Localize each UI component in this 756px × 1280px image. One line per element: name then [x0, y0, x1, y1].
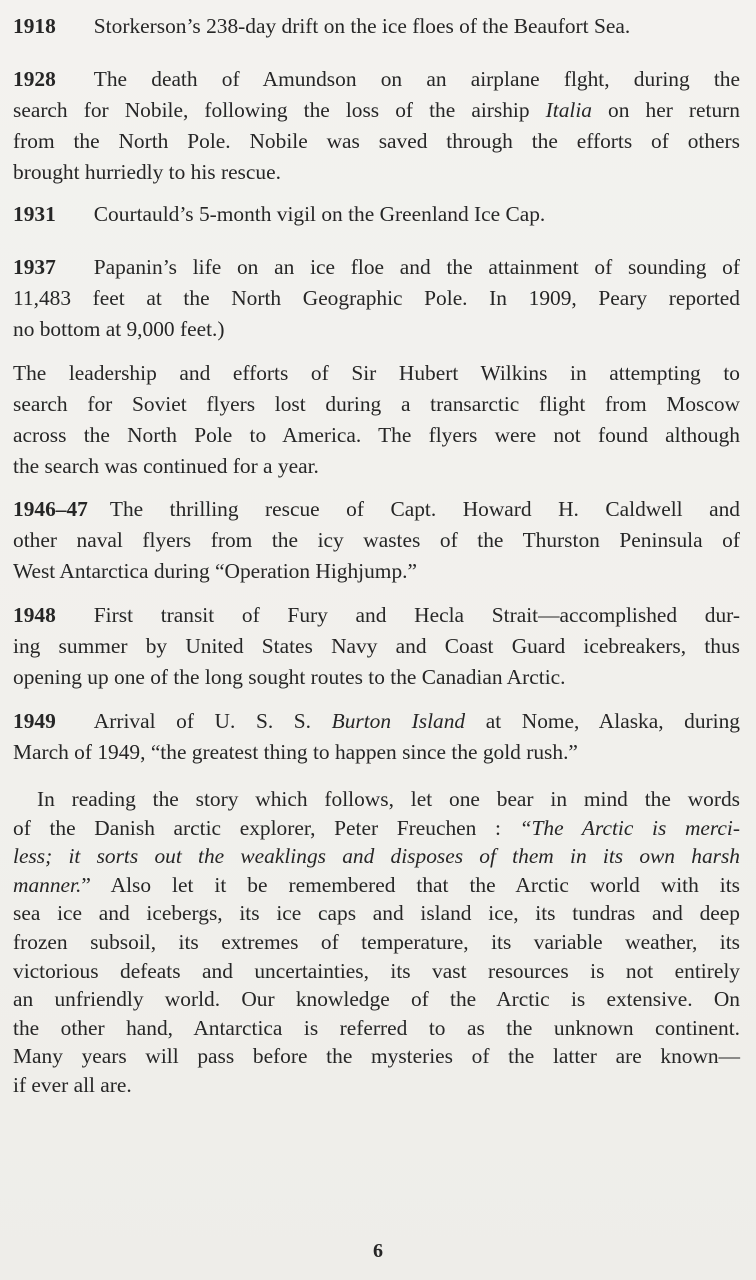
closing-line: victorious defeats and uncertainties, its vast resources is not entirely: [13, 958, 740, 983]
entry-text: search for Nobile, following the loss of the airship: [13, 98, 546, 122]
entry-line: opening up one of the long sought routes to the Canadian Arctic.: [13, 665, 566, 689]
freuchen-quote: manner.: [13, 872, 82, 897]
page-number: 6: [373, 1240, 383, 1262]
closing-text: ” Also let it be remembered that the Arctic world with its: [81, 872, 740, 897]
entry-text: at Nome, Alaska, during: [465, 709, 740, 733]
entry-year: 1928: [13, 67, 56, 91]
entry-line: [13, 199, 740, 230]
entry-line: [13, 64, 740, 95]
entry-line: search for Soviet flyers lost during a transarctic flight from Moscow: [13, 392, 740, 416]
entry-line: [13, 600, 740, 631]
entry-year: 1948: [13, 603, 56, 627]
entry-line: The leadership and efforts of Sir Hubert Wilkins in attempting to: [13, 361, 740, 385]
entry-text: Arrival of U. S. S.: [93, 709, 332, 733]
closing-line: if ever all are.: [13, 1072, 132, 1097]
entry-text: Storkerson’s 238-day drift on the ice floes of the Beaufort Sea.: [93, 14, 631, 38]
freuchen-quote: less; it sorts out the weaklings and disposes of them in its own harsh: [13, 844, 740, 869]
entry-year: 1918: [13, 14, 56, 38]
entry-text: Papanin’s life on an ice floe and the attainment of sounding of: [93, 255, 740, 279]
entry-line: no bottom at 9,000 feet.): [13, 317, 225, 341]
entry-1948: [13, 600, 740, 693]
entry-line: ing summer by United States Navy and Coast Guard icebreakers, thus: [13, 634, 740, 658]
entry-1918: [13, 11, 740, 42]
freuchen-quote: “The Arctic is merci-: [519, 815, 740, 840]
closing-line: [13, 814, 740, 843]
closing-line: the other hand, Antarctica is referred to as the unknown continent.: [13, 1015, 740, 1040]
entry-line: [13, 494, 740, 525]
closing-line: an unfriendly world. Our knowledge of the Arctic is extensive. On: [13, 987, 740, 1012]
entry-line: other naval flyers from the icy wastes of the Thurston Peninsula of: [13, 528, 740, 552]
entry-text: on her return: [591, 98, 740, 122]
entry-line: [13, 252, 740, 283]
entry-wilkins: [13, 358, 740, 482]
closing-line: [13, 871, 740, 900]
closing-line: Many years will pass before the mysteries of the latter are known—: [13, 1044, 740, 1069]
entry-text: The death of Amundson on an airplane flght, during the: [93, 67, 740, 91]
closing-line: In reading the story which follows, let one bear in mind the words: [37, 787, 740, 811]
entry-line: the search was continued for a year.: [13, 454, 319, 478]
entry-line: [13, 11, 740, 42]
entry-1946-47: [13, 494, 740, 587]
entry-text: Courtauld’s 5-month vigil on the Greenland Ice Cap.: [93, 202, 546, 226]
closing-line: frozen subsoil, its extremes of temperature, its variable weather, its: [13, 929, 740, 954]
entry-line: [13, 706, 740, 737]
entry-line: March of 1949, “the greatest thing to happen since the gold rush.”: [13, 740, 578, 764]
entry-1937: [13, 252, 740, 345]
entry-line: from the North Pole. Nobile was saved through the efforts of others: [13, 129, 740, 153]
entry-line: West Antarctica during “Operation Highjump.”: [13, 559, 417, 583]
entry-1928: [13, 64, 740, 188]
entry-line: brought hurriedly to his rescue.: [13, 160, 281, 184]
closing-line: sea ice and icebergs, its ice caps and island ice, its tundras and deep: [13, 901, 740, 926]
entry-year: 1946–47: [13, 497, 88, 521]
entry-year: 1931: [13, 202, 56, 226]
entry-year: 1949: [13, 709, 56, 733]
closing-text: of the Danish arctic explorer, Peter Freuchen :: [13, 815, 520, 840]
ship-name-italia: Italia: [545, 98, 592, 122]
ship-name-burton-island: Burton Island: [331, 709, 466, 733]
entry-line: 11,483 feet at the North Geographic Pole. In 1909, Peary reported: [13, 286, 740, 310]
entry-line: [13, 95, 740, 126]
entry-1931: [13, 199, 740, 230]
entry-text: First transit of Fury and Hecla Strait—accomplished dur-: [93, 603, 740, 627]
entry-1949: [13, 706, 740, 768]
entry-text: The thrilling rescue of Capt. Howard H. Caldwell and: [109, 497, 740, 521]
entry-year: 1937: [13, 255, 56, 279]
closing-paragraph: [13, 785, 740, 1100]
entry-line: across the North Pole to America. The flyers were not found although: [13, 423, 740, 447]
